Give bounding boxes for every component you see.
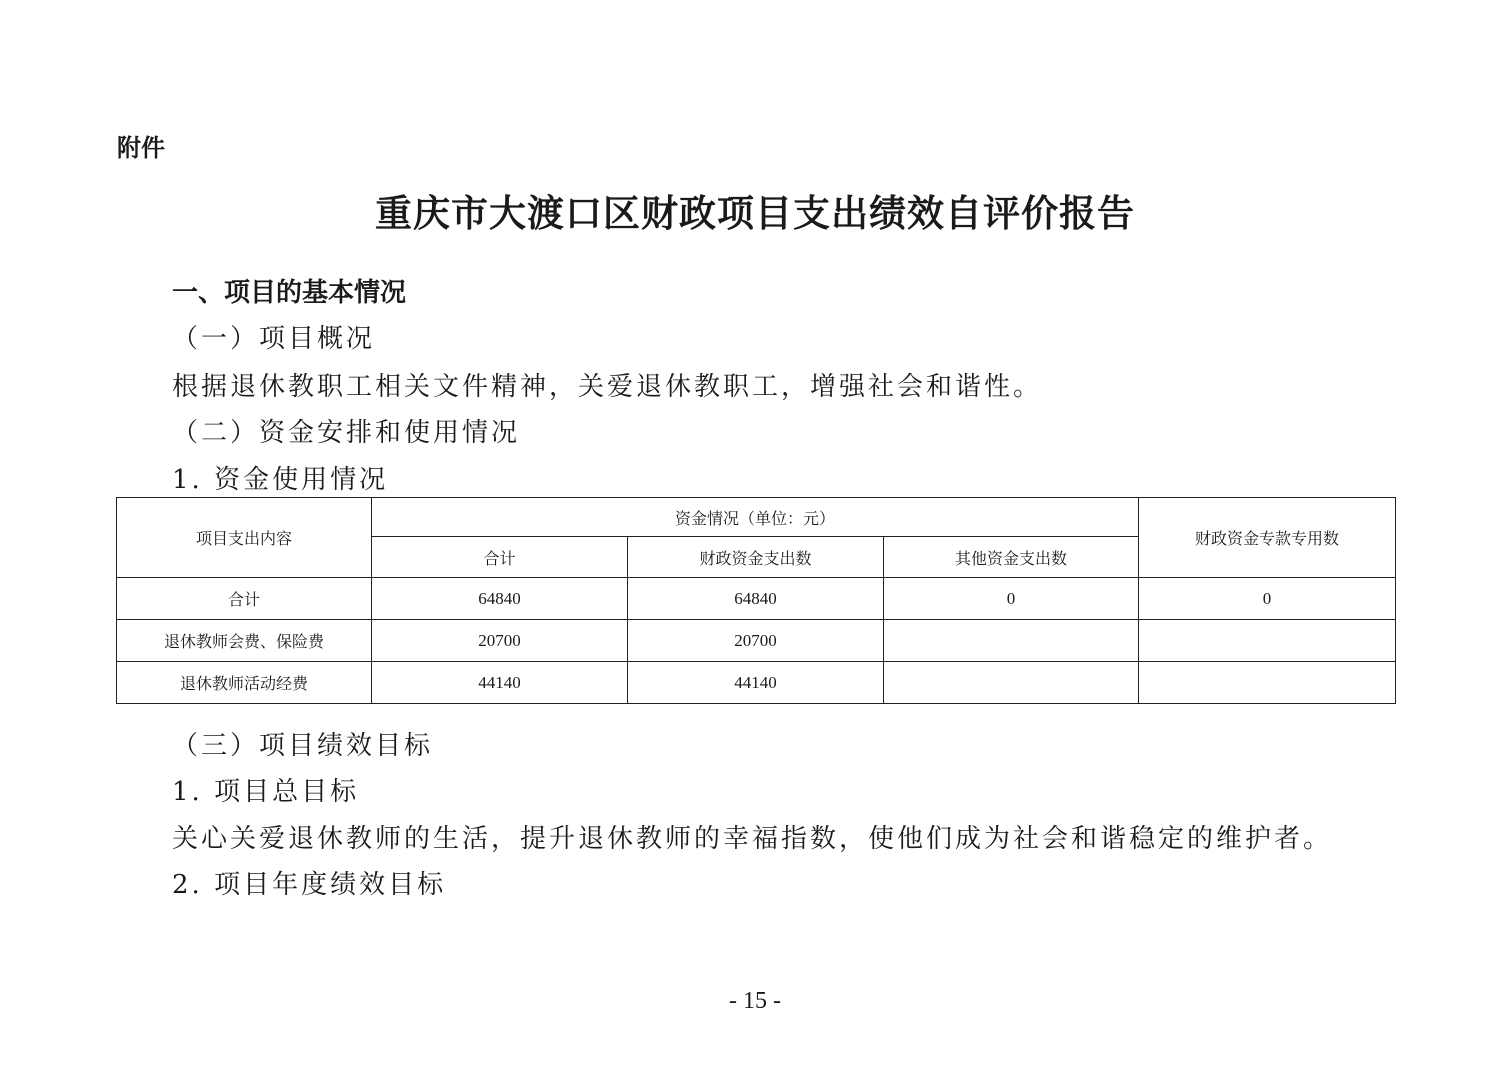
row-special [1139,620,1396,662]
row-other [884,662,1139,704]
header-fiscal-column: 财政资金支出数 [628,537,884,578]
item-fund-usage: 1. 资金使用情况 [172,465,389,495]
section-heading-basic-info: 一、项目的基本情况 [172,278,407,308]
table-row [117,662,1396,704]
row-total: 64840 [372,578,628,620]
row-item: 退休教师会费、保险费 [117,620,372,662]
row-fiscal: 20700 [628,620,884,662]
row-special: 0 [1139,578,1396,620]
item-overall-goal: 1. 项目总目标 [172,777,360,807]
page-number: - 15 - [729,988,781,1014]
document-title: 重庆市大渡口区财政项目支出绩效自评价报告 [375,191,1135,235]
overview-paragraph: 根据退休教职工相关文件精神，关爱退休教职工，增强社会和谐性。 [172,372,1043,402]
row-item: 合计 [117,578,372,620]
row-special [1139,662,1396,704]
subsection-heading-funding: （二）资金安排和使用情况 [172,418,521,448]
header-total-column: 合计 [372,537,628,578]
row-other: 0 [884,578,1139,620]
row-fiscal: 64840 [628,578,884,620]
subsection-heading-overview: （一）项目概况 [172,324,376,354]
row-total: 20700 [372,620,628,662]
table-header-row [117,498,1396,537]
header-item-column: 项目支出内容 [117,498,372,578]
row-item: 退休教师活动经费 [117,662,372,704]
table-row [117,620,1396,662]
header-special-fund-column: 财政资金专款专用数 [1139,498,1396,578]
fund-usage-table [116,497,1396,704]
row-other [884,620,1139,662]
row-fiscal: 44140 [628,662,884,704]
header-other-column: 其他资金支出数 [884,537,1139,578]
item-annual-goal: 2. 项目年度绩效目标 [172,870,447,900]
attachment-label: 附件 [117,134,165,162]
table-row [117,578,1396,620]
overall-goal-paragraph: 关心关爱退休教师的生活，提升退休教师的幸福指数，使他们成为社会和谐稳定的维护者。 [172,824,1333,854]
header-funding-group: 资金情况（单位：元） [372,498,1139,537]
row-total: 44140 [372,662,628,704]
subsection-heading-performance-goals: （三）项目绩效目标 [172,731,434,761]
